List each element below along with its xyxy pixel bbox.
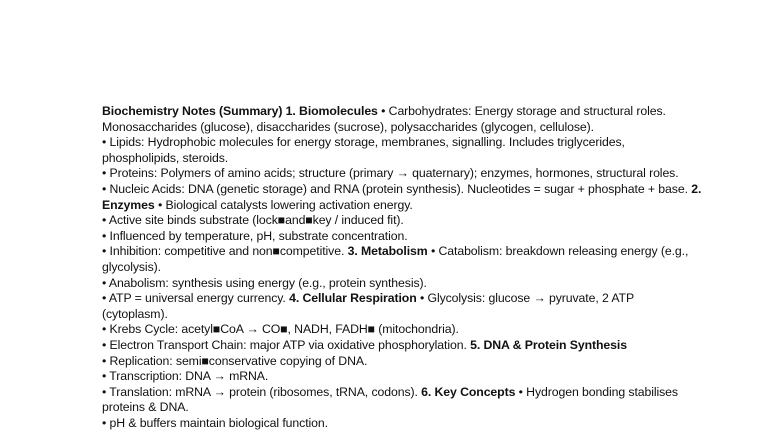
carbohydrates-line: • Carbohydrates: Energy storage and structural roles. Monosaccharides (glucose), disaccharides (sucrose), polysaccharides (glycogen, cellulose).: [102, 104, 666, 134]
anabolism-line: • Anabolism: synthesis using energy (e.g., protein synthesis).: [102, 275, 427, 290]
replication-line: • Replication: semi■conservative copying of DNA.: [102, 353, 368, 368]
etc-line: • Electron Transport Chain: major ATP via oxidative phosphorylation.: [102, 337, 467, 352]
nucleic-acids-line: • Nucleic Acids: DNA (genetic storage) and RNA (protein synthesis). Nucleotides = sugar + phosphate + base.: [102, 181, 688, 196]
paragraph-atp-respiration: [102, 291, 702, 322]
notes-body: [102, 104, 702, 431]
hydrogen-bonding-line: • Hydrogen bonding stabilises proteins & DNA.: [102, 384, 678, 415]
paragraph-inhibition-metabolism: [102, 244, 702, 275]
ph-buffers-line: • pH & buffers maintain biological function.: [102, 415, 328, 430]
heading-biomolecules: 1. Biomolecules: [285, 104, 378, 118]
atp-line: • ATP = universal energy currency.: [102, 291, 286, 306]
document-title: Biochemistry Notes (Summary): [102, 104, 283, 118]
heading-key-concepts: 6. Key Concepts: [421, 384, 516, 399]
paragraph-translation-key: [102, 385, 702, 416]
paragraph-etc-dna: [102, 338, 702, 354]
catalysts-line: • Biological catalysts lowering activation energy.: [157, 197, 413, 212]
paragraph-nucleic-enzymes: [102, 182, 702, 213]
heading-dna-protein-synthesis: 5. DNA & Protein Synthesis: [470, 337, 627, 352]
inhibition-line: • Inhibition: competitive and non■competitive.: [102, 244, 345, 259]
krebs-line: • Krebs Cycle: acetyl■CoA → CO■, NADH, FADH■ (mitochondria).: [102, 322, 459, 337]
paragraph-biomolecules: [102, 104, 702, 135]
glycolysis-line: • Glycolysis: glucose → pyruvate, 2 ATP (cytoplasm).: [102, 291, 634, 321]
heading-cellular-respiration: 4. Cellular Respiration: [289, 291, 417, 306]
catabolism-line: • Catabolism: breakdown releasing energy (e.g., glycolysis).: [102, 244, 689, 274]
translation-line: • Translation: mRNA → protein (ribosomes, tRNA, codons).: [102, 384, 418, 399]
lipids-line: • Lipids: Hydrophobic molecules for energy storage, membranes, signalling. Includes triglycerides, phospholipids, steroids.: [102, 135, 625, 165]
active-site-line: • Active site binds substrate (lock■and■key / induced fit).: [102, 213, 404, 228]
proteins-line: • Proteins: Polymers of amino acids; structure (primary → quaternary); enzymes, hormones, structural roles.: [102, 166, 679, 181]
heading-metabolism: 3. Metabolism: [347, 244, 428, 259]
influenced-line: • Influenced by temperature, pH, substrate concentration.: [102, 228, 408, 243]
transcription-line: • Transcription: DNA → mRNA.: [102, 369, 269, 384]
heading-enzymes: 2. Enzymes: [102, 181, 702, 212]
